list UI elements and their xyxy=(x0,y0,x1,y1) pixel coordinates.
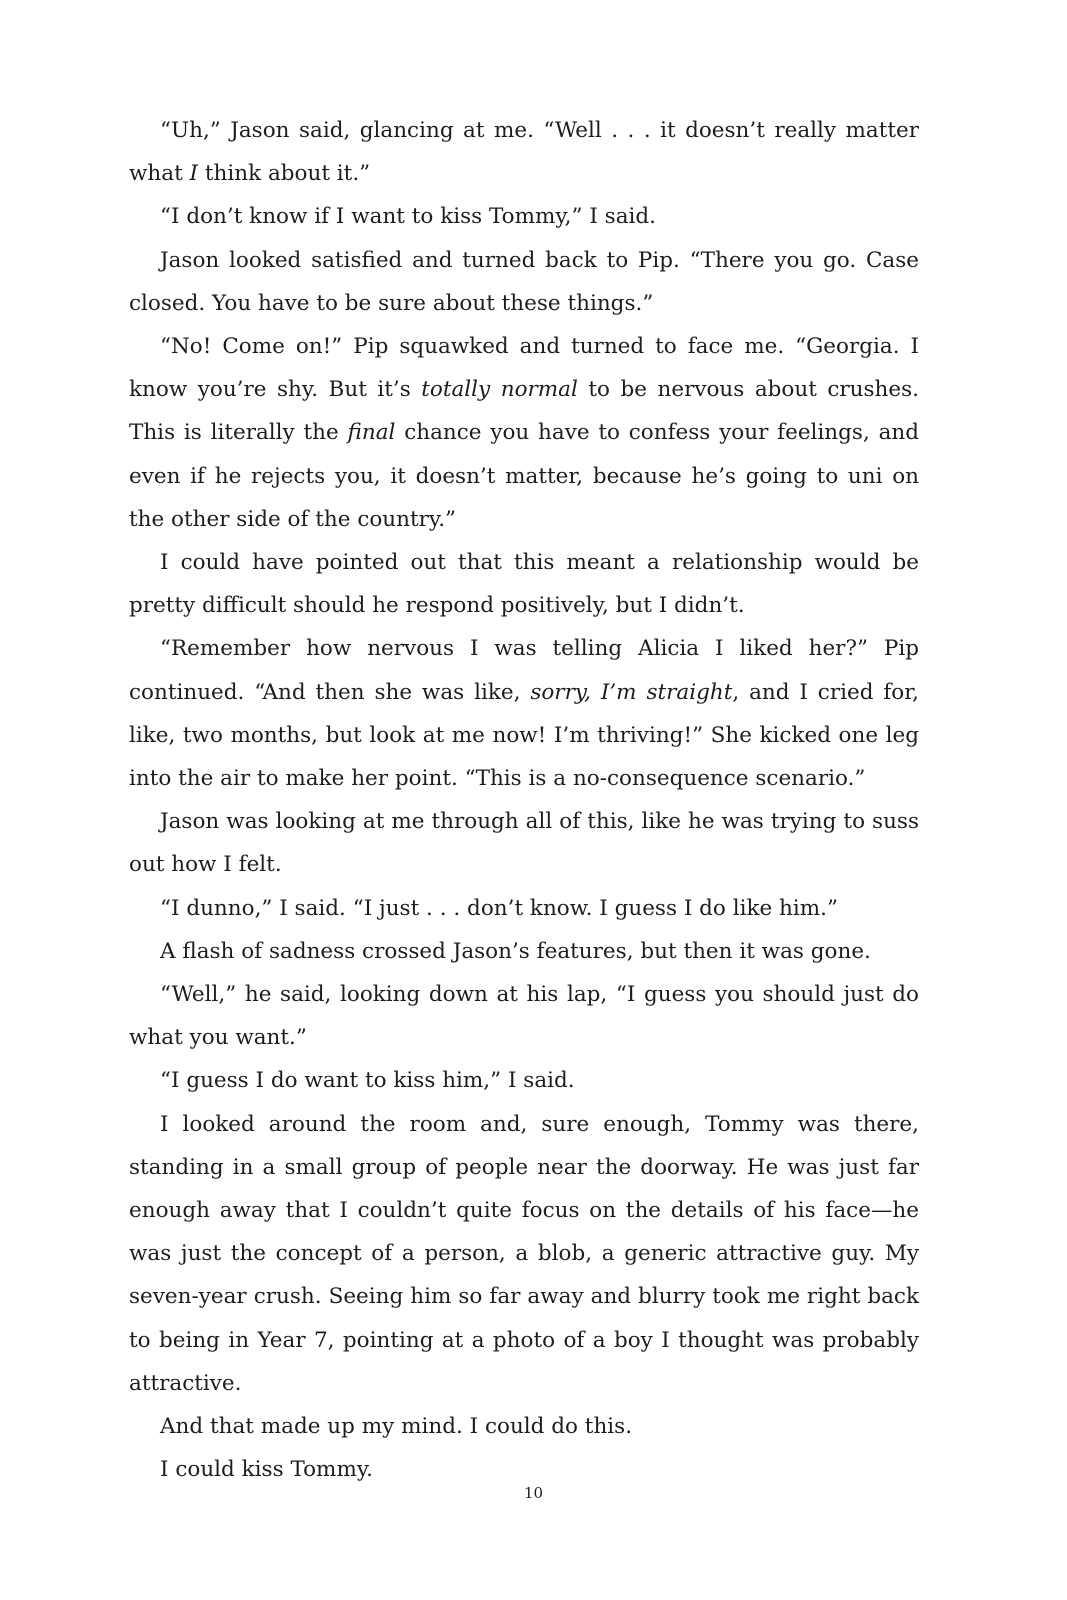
paragraph xyxy=(129,1103,919,1405)
text-segment: A flash of sadness crossed Jason’s features, but then it was gone. xyxy=(160,938,871,964)
text-segment: “Uh,” Jason said, glancing at me. “Well . . . it doesn’t really matter what xyxy=(129,118,919,187)
text-segment: Jason was looking at me through all of this, like he was trying to suss out how I felt. xyxy=(129,809,919,878)
text-segment: “I dunno,” I said. “I just . . . don’t know. I guess I do like him.” xyxy=(160,895,838,921)
paragraph xyxy=(129,1405,919,1448)
paragraph xyxy=(129,930,919,973)
paragraph xyxy=(129,800,919,886)
italic-text: totally normal xyxy=(421,377,578,403)
paragraph xyxy=(129,973,919,1059)
text-segment: I could have pointed out that this meant a relationship would be pretty difficult should he respond positively, but I didn’t. xyxy=(129,550,919,619)
paragraph xyxy=(129,541,919,627)
text-segment: “No! Come on!” Pip squawked and turned to face me. “Georgia. I know you’re shy. But it’s xyxy=(129,334,919,403)
text-segment: to be nervous about crushes. This is literally the xyxy=(129,377,919,446)
italic-text: final xyxy=(347,420,396,446)
text-segment: “I guess I do want to kiss him,” I said. xyxy=(160,1068,575,1094)
text-segment: “Remember how nervous I was telling Alicia I liked her?” Pip continued. “And then she was like, xyxy=(129,636,919,705)
italic-text: I xyxy=(189,161,199,187)
paragraph xyxy=(129,195,919,238)
paragraph xyxy=(129,627,919,800)
paragraph xyxy=(129,1059,919,1102)
paragraph xyxy=(129,887,919,930)
text-segment: think about it.” xyxy=(198,161,371,187)
text-segment: , and I cried for, like, two months, but look at me now! I’m thriving!” She kicked one leg into the air to make her point. “This is a no-consequence scenario.” xyxy=(129,679,919,792)
text-segment: And that made up my mind. I could do this. xyxy=(160,1414,633,1440)
text-segment: I looked around the room and, sure enough, Tommy was there, standing in a small group of people near the doorway. He was just far enough away that I couldn’t quite focus on the details of his face—he was just the concept of a person, a blob, a generic attractive guy. My seven-year crush. Seeing him so far away and blurry took me right back to being in Year 7, pointing at a photo of a boy I thought was probably attractive. xyxy=(129,1111,919,1396)
paragraph xyxy=(129,239,919,325)
page-number: 10 xyxy=(523,1484,544,1502)
text-segment: “Well,” he said, looking down at his lap, “I guess you should just do what you want.” xyxy=(129,982,919,1051)
body-text xyxy=(129,109,919,1492)
text-segment: I could kiss Tommy. xyxy=(160,1457,373,1483)
paragraph xyxy=(129,109,919,195)
text-segment: “I don’t know if I want to kiss Tommy,” I said. xyxy=(160,204,656,230)
paragraph xyxy=(129,325,919,541)
italic-text: sorry, I’m straight xyxy=(530,679,733,705)
text-segment: Jason looked satisfied and turned back to Pip. “There you go. Case closed. You have to be sure about these things.” xyxy=(129,247,919,316)
text-segment: chance you have to confess your feelings, and even if he rejects you, it doesn’t matter, because he’s going to uni on the other side of the country.” xyxy=(129,420,919,532)
